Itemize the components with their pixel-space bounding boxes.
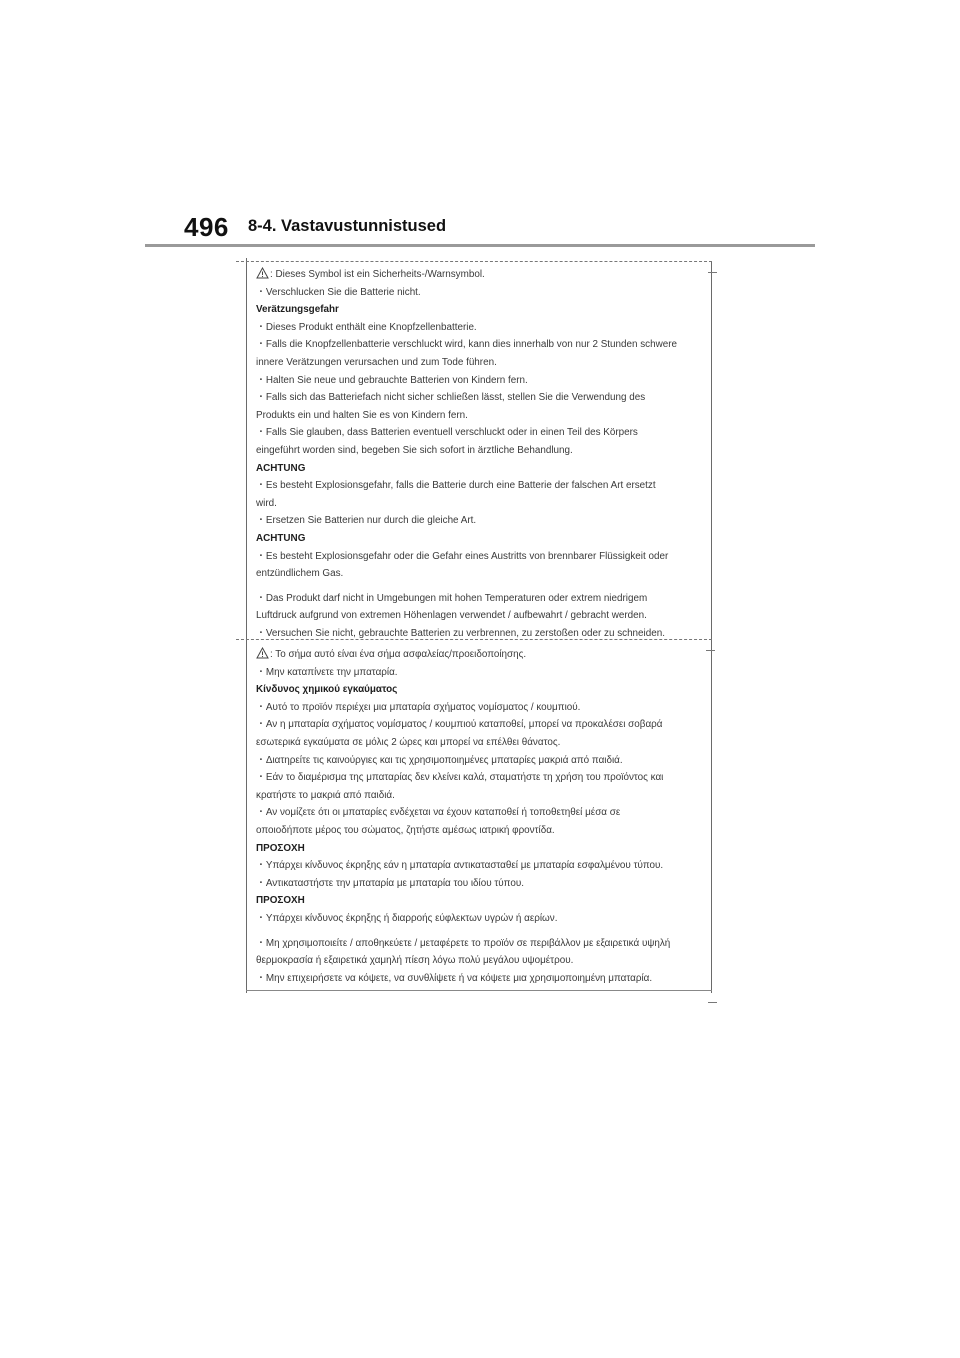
warning-triangle-icon — [256, 267, 269, 284]
warning-line: eingeführt worden sind, begeben Sie sich sofort in ärztliche Behandlung. — [256, 444, 573, 456]
warning-line: ・Αντικαταστήστε την μπαταρία με μπαταρία του ιδίου τύπου. — [256, 877, 524, 889]
symbol-text: : Το σήμα αυτό είναι ένα σήμα ασφαλείας/προειδοποίησης. — [270, 649, 527, 660]
warning-triangle-icon — [256, 647, 269, 664]
warning-line: κρατήστε το μακριά από παιδιά. — [256, 789, 395, 801]
page-number: 496 — [184, 212, 229, 242]
warning-heading: ACHTUNG — [256, 462, 306, 474]
label-border-left — [246, 258, 247, 993]
greek-warning-block — [256, 646, 708, 987]
warning-line: θερμοκρασία ή εξαιρετικά χαμηλή πίεση λόγω πολύ μεγάλου υψομέτρου. — [256, 955, 574, 967]
warning-line: ・Αν νομίζετε ότι οι μπαταρίες ενδέχεται να έχουν καταποθεί ή τοποθετηθεί μέσα σε — [256, 807, 621, 819]
warning-heading: ΠΡΟΣΟΧΗ — [256, 895, 305, 907]
crop-mark — [708, 272, 717, 273]
label-border-bottom — [246, 990, 712, 991]
warning-line: ・Es besteht Explosionsgefahr oder die Gefahr eines Austritts von brennbarer Flüssigkeit oder — [256, 550, 669, 562]
symbol-line — [256, 266, 708, 284]
warning-line: ・Verschlucken Sie die Batterie nicht. — [256, 286, 421, 298]
warning-line: ・Υπάρχει κίνδυνος έκρηξης ή διαρροής εύφλεκτων υγρών ή αερίων. — [256, 912, 558, 924]
header-rule — [145, 244, 815, 247]
warning-line: ・Falls sich das Batteriefach nicht sicher schließen lässt, stellen Sie die Verwendung des — [256, 392, 646, 404]
warning-line: wird. — [256, 497, 277, 509]
warning-line: οποιοδήποτε μέρος του σώματος, ζητήστε αμέσως ιατρική φροντίδα. — [256, 824, 555, 836]
warning-heading: ΠΡΟΣΟΧΗ — [256, 842, 305, 854]
warning-line: ・Das Produkt darf nicht in Umgebungen mit hohen Temperaturen oder extrem niedrigem — [256, 592, 648, 604]
warning-line: ・Μη χρησιμοποιείτε / αποθηκεύετε / μεταφέρετε το προϊόν σε περιβάλλον με εξαιρετικά υψηλή — [256, 937, 671, 949]
warning-line: innere Verätzungen verursachen und zum Tode führen. — [256, 356, 497, 368]
warning-line: ・Versuchen Sie nicht, gebrauchte Batterien zu verbrennen, zu zerstoßen oder zu schneiden. — [256, 627, 665, 639]
warning-line: ・Es besteht Explosionsgefahr, falls die Batterie durch eine Batterie der falschen Art ersetzt — [256, 480, 656, 492]
symbol-line — [256, 646, 708, 664]
warning-line: ・Falls Sie glauben, dass Batterien eventuell verschluckt oder in einen Teil des Körpers — [256, 427, 638, 439]
warning-line: ・Ersetzen Sie Batterien nur durch die gleiche Art. — [256, 515, 477, 527]
symbol-text: : Dieses Symbol ist ein Sicherheits-/Warnsymbol. — [270, 269, 485, 280]
warning-heading: ACHTUNG — [256, 532, 306, 544]
page-header — [0, 0, 960, 250]
warning-line: ・Εάν το διαμέρισμα της μπαταρίας δεν κλείνει καλά, σταματήστε τη χρήση του προϊόντος και — [256, 772, 664, 784]
warning-heading: Κίνδυνος χημικού εγκαύματος — [256, 684, 398, 696]
warning-line: ・Αυτό το προϊόν περιέχει μια μπαταρία σχήματος νομίσματος / κουμπιού. — [256, 701, 581, 713]
warning-line: ・Αν η μπαταρία σχήματος νομίσματος / κουμπιού καταποθεί, μπορεί να προκαλέσει σοβαρά — [256, 719, 663, 731]
warning-line: εσωτερικά εγκαύματα σε μόλις 2 ώρες και μπορεί να επέλθει θάνατος. — [256, 736, 561, 748]
warning-line: Luftdruck aufgrund von extremen Höhenlagen verwendet / aufbewahrt / gebracht werden. — [256, 610, 647, 622]
section-title: 8-4. Vastavustunnistused — [248, 217, 447, 235]
warning-line: ・Dieses Produkt enthält eine Knopfzellenbatterie. — [256, 321, 477, 333]
warning-line: ・Διατηρείτε τις καινούργιες και τις χρησιμοποιημένες μπαταρίες μακριά από παιδιά. — [256, 754, 623, 766]
label-border-right — [711, 262, 712, 993]
warning-line: ・Falls die Knopfzellenbatterie verschluckt wird, kann dies innerhalb von nur 2 Stunden schwere — [256, 339, 678, 351]
label-border-top — [236, 261, 712, 262]
warning-line: entzündlichem Gas. — [256, 568, 344, 580]
warning-line: ・Μην καταπίνετε την μπαταρία. — [256, 666, 398, 678]
german-warning-block — [256, 266, 708, 642]
warning-line: ・Μην επιχειρήσετε να κόψετε, να συνθλίψετε ή να κόψετε μια χρησιμοποιημένη μπαταρία. — [256, 972, 653, 984]
warning-line: Produkts ein und halten Sie es von Kindern fern. — [256, 409, 468, 421]
warning-line: ・Υπάρχει κίνδυνος έκρηξης εάν η μπαταρία αντικατασταθεί με μπαταρία εσφαλμένου τύπου. — [256, 860, 664, 872]
crop-mark — [708, 1002, 717, 1003]
warning-heading: Verätzungsgefahr — [256, 304, 339, 316]
warning-line: ・Halten Sie neue und gebrauchte Batterien von Kindern fern. — [256, 374, 528, 386]
